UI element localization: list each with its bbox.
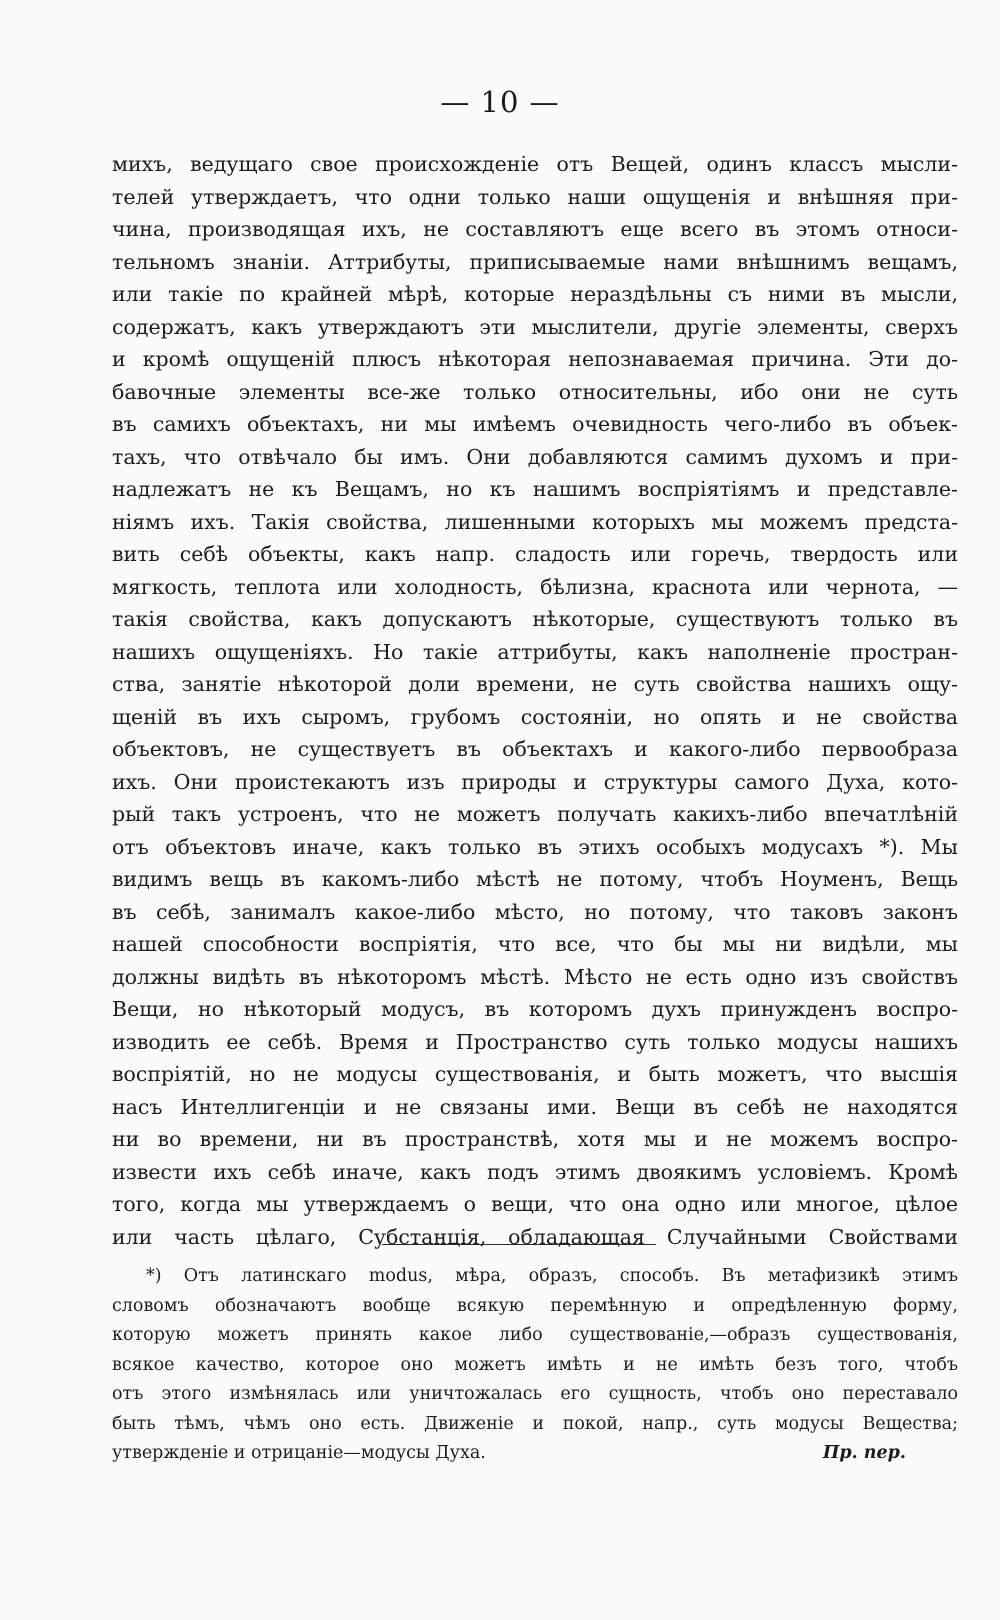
text-line: мягкость, теплота или холодность, бѣлизна, краснота или чернота, — bbox=[112, 574, 958, 599]
footnote-line: которую можетъ принять какое либо существованіе,—образъ существованія, bbox=[112, 1325, 958, 1345]
text-line: ства, занятіе нѣкоторой доли времени, не суть свойства нашихъ ощу- bbox=[112, 672, 958, 696]
text-line: нашихъ ощущеніяхъ. Но такіе аттрибуты, какъ наполненіе простран- bbox=[112, 639, 958, 664]
text-line: ни во времени, ни въ пространствѣ, хотя мы и не можемъ воспро- bbox=[112, 1127, 958, 1151]
text-line: содержатъ, какъ утверждаютъ эти мыслители, другіе элементы, сверхъ bbox=[112, 314, 958, 339]
footnote-line: отъ этого измѣнялась или уничтожалась его сущность, чтобъ оно переставало bbox=[112, 1384, 958, 1404]
text-line: вить себѣ объекты, какъ напр. сладость или горечь, твердость или bbox=[112, 542, 958, 566]
page-number: — 10 — bbox=[440, 85, 560, 119]
text-line: щеній въ ихъ сыромъ, грубомъ состояніи, но опять и не свойства bbox=[112, 704, 958, 729]
text-line: такія свойства, какъ допускаютъ нѣкоторые, существуютъ только въ bbox=[112, 607, 958, 631]
text-line: изводить ее себѣ. Время и Пространство суть только модусы нашихъ bbox=[112, 1029, 958, 1054]
text-line: ихъ. Они проистекаютъ изъ природы и структуры самого Духа, кото- bbox=[112, 769, 958, 794]
text-line: телей утверждаетъ, что одни только наши ощущенія и внѣшняя при- bbox=[112, 184, 958, 209]
text-line: видимъ вещь въ какомъ-либо мѣстѣ не потому, чтобъ Ноуменъ, Вещь bbox=[112, 867, 958, 891]
text-line: рый такъ устроенъ, что не можетъ получать какихъ-либо впечатлѣній bbox=[112, 802, 958, 826]
text-line: того, когда мы утверждаемъ о вещи, что она одно или многое, цѣлое bbox=[112, 1192, 958, 1216]
text-line: извести ихъ себѣ иначе, какъ подъ этимъ двоякимъ условіемъ. Кромѣ bbox=[112, 1159, 958, 1184]
text-line: въ самихъ объектахъ, ни мы имѣемъ очевидность чего-либо въ объек- bbox=[112, 412, 958, 436]
text-line: тахъ, что отвѣчало бы имъ. Они добавляются самимъ духомъ и при- bbox=[112, 444, 958, 469]
footnote-divider bbox=[382, 1244, 656, 1245]
text-line: воспріятій, но не модусы существованія, и быть можетъ, что высшія bbox=[112, 1062, 958, 1086]
text-line: и кромѣ ощущеній плюсъ нѣкоторая непознаваемая причина. Эти до- bbox=[112, 347, 958, 371]
text-line: надлежатъ не къ Вещамъ, но къ нашимъ воспріятіямъ и представле- bbox=[112, 477, 958, 501]
text-line: или часть цѣлаго, Субстанція, обладающая Случайными Свойствами bbox=[112, 1224, 958, 1249]
footnote-line: утвержденіе и отрицаніе—модусы Духа. bbox=[112, 1443, 486, 1463]
text-line: должны видѣть въ нѣкоторомъ мѣстѣ. Мѣсто не есть одно изъ свойствъ bbox=[112, 964, 958, 989]
text-line: въ себѣ, занималъ какое-либо мѣсто, но потому, что таковъ законъ bbox=[112, 899, 958, 924]
text-line: Вещи, но нѣкоторый модусъ, въ которомъ духъ принужденъ воспро- bbox=[112, 997, 958, 1021]
text-line: или такіе по крайней мѣрѣ, которые нераздѣльны съ ними въ мысли, bbox=[112, 282, 958, 306]
translator-signature: Пр. пер. bbox=[822, 1443, 906, 1463]
text-line: тельномъ знаніи. Аттрибуты, приписываемые нами внѣшнимъ вещамъ, bbox=[112, 249, 958, 274]
text-line: михъ, ведущаго свое происхожденіе отъ Вещей, одинъ классъ мысли- bbox=[112, 152, 958, 176]
text-line: объектовъ, не существуетъ въ объектахъ и какого-либо первообраза bbox=[112, 737, 958, 761]
text-line: отъ объектовъ иначе, какъ только въ этихъ особыхъ модусахъ *). Мы bbox=[112, 834, 958, 859]
text-line: ніямъ ихъ. Такія свойства, лишенными которыхъ мы можемъ предста- bbox=[112, 509, 958, 534]
text-line: нашей способности воспріятія, что все, что бы мы ни видѣли, мы bbox=[112, 932, 958, 956]
footnote-last-line bbox=[112, 1439, 958, 1469]
footnote-block bbox=[112, 1262, 958, 1469]
footnote-line: словомъ обозначаютъ вообще всякую перемѣнную и опредѣленную форму, bbox=[112, 1295, 958, 1316]
text-line: чина, производящая ихъ, не составляютъ еще всего въ этомъ относи- bbox=[112, 217, 958, 241]
text-line: насъ Интеллигенціи и не связаны ими. Вещи въ себѣ не находятся bbox=[112, 1094, 958, 1119]
footnote-line: быть тѣмъ, чѣмъ оно есть. Движеніе и покой, напр., суть модусы Вещества; bbox=[112, 1413, 958, 1434]
footnote-line: всякое качество, которое оно можетъ имѣть и не имѣть безъ того, чтобъ bbox=[112, 1354, 958, 1375]
text-line: бавочные элементы все-же только относительны, ибо они не суть bbox=[112, 379, 958, 404]
footnote-line: *) Отъ латинскаго modus, мѣра, образъ, способъ. Въ метафизикѣ этимъ bbox=[146, 1266, 958, 1286]
main-text-block bbox=[112, 148, 958, 1253]
